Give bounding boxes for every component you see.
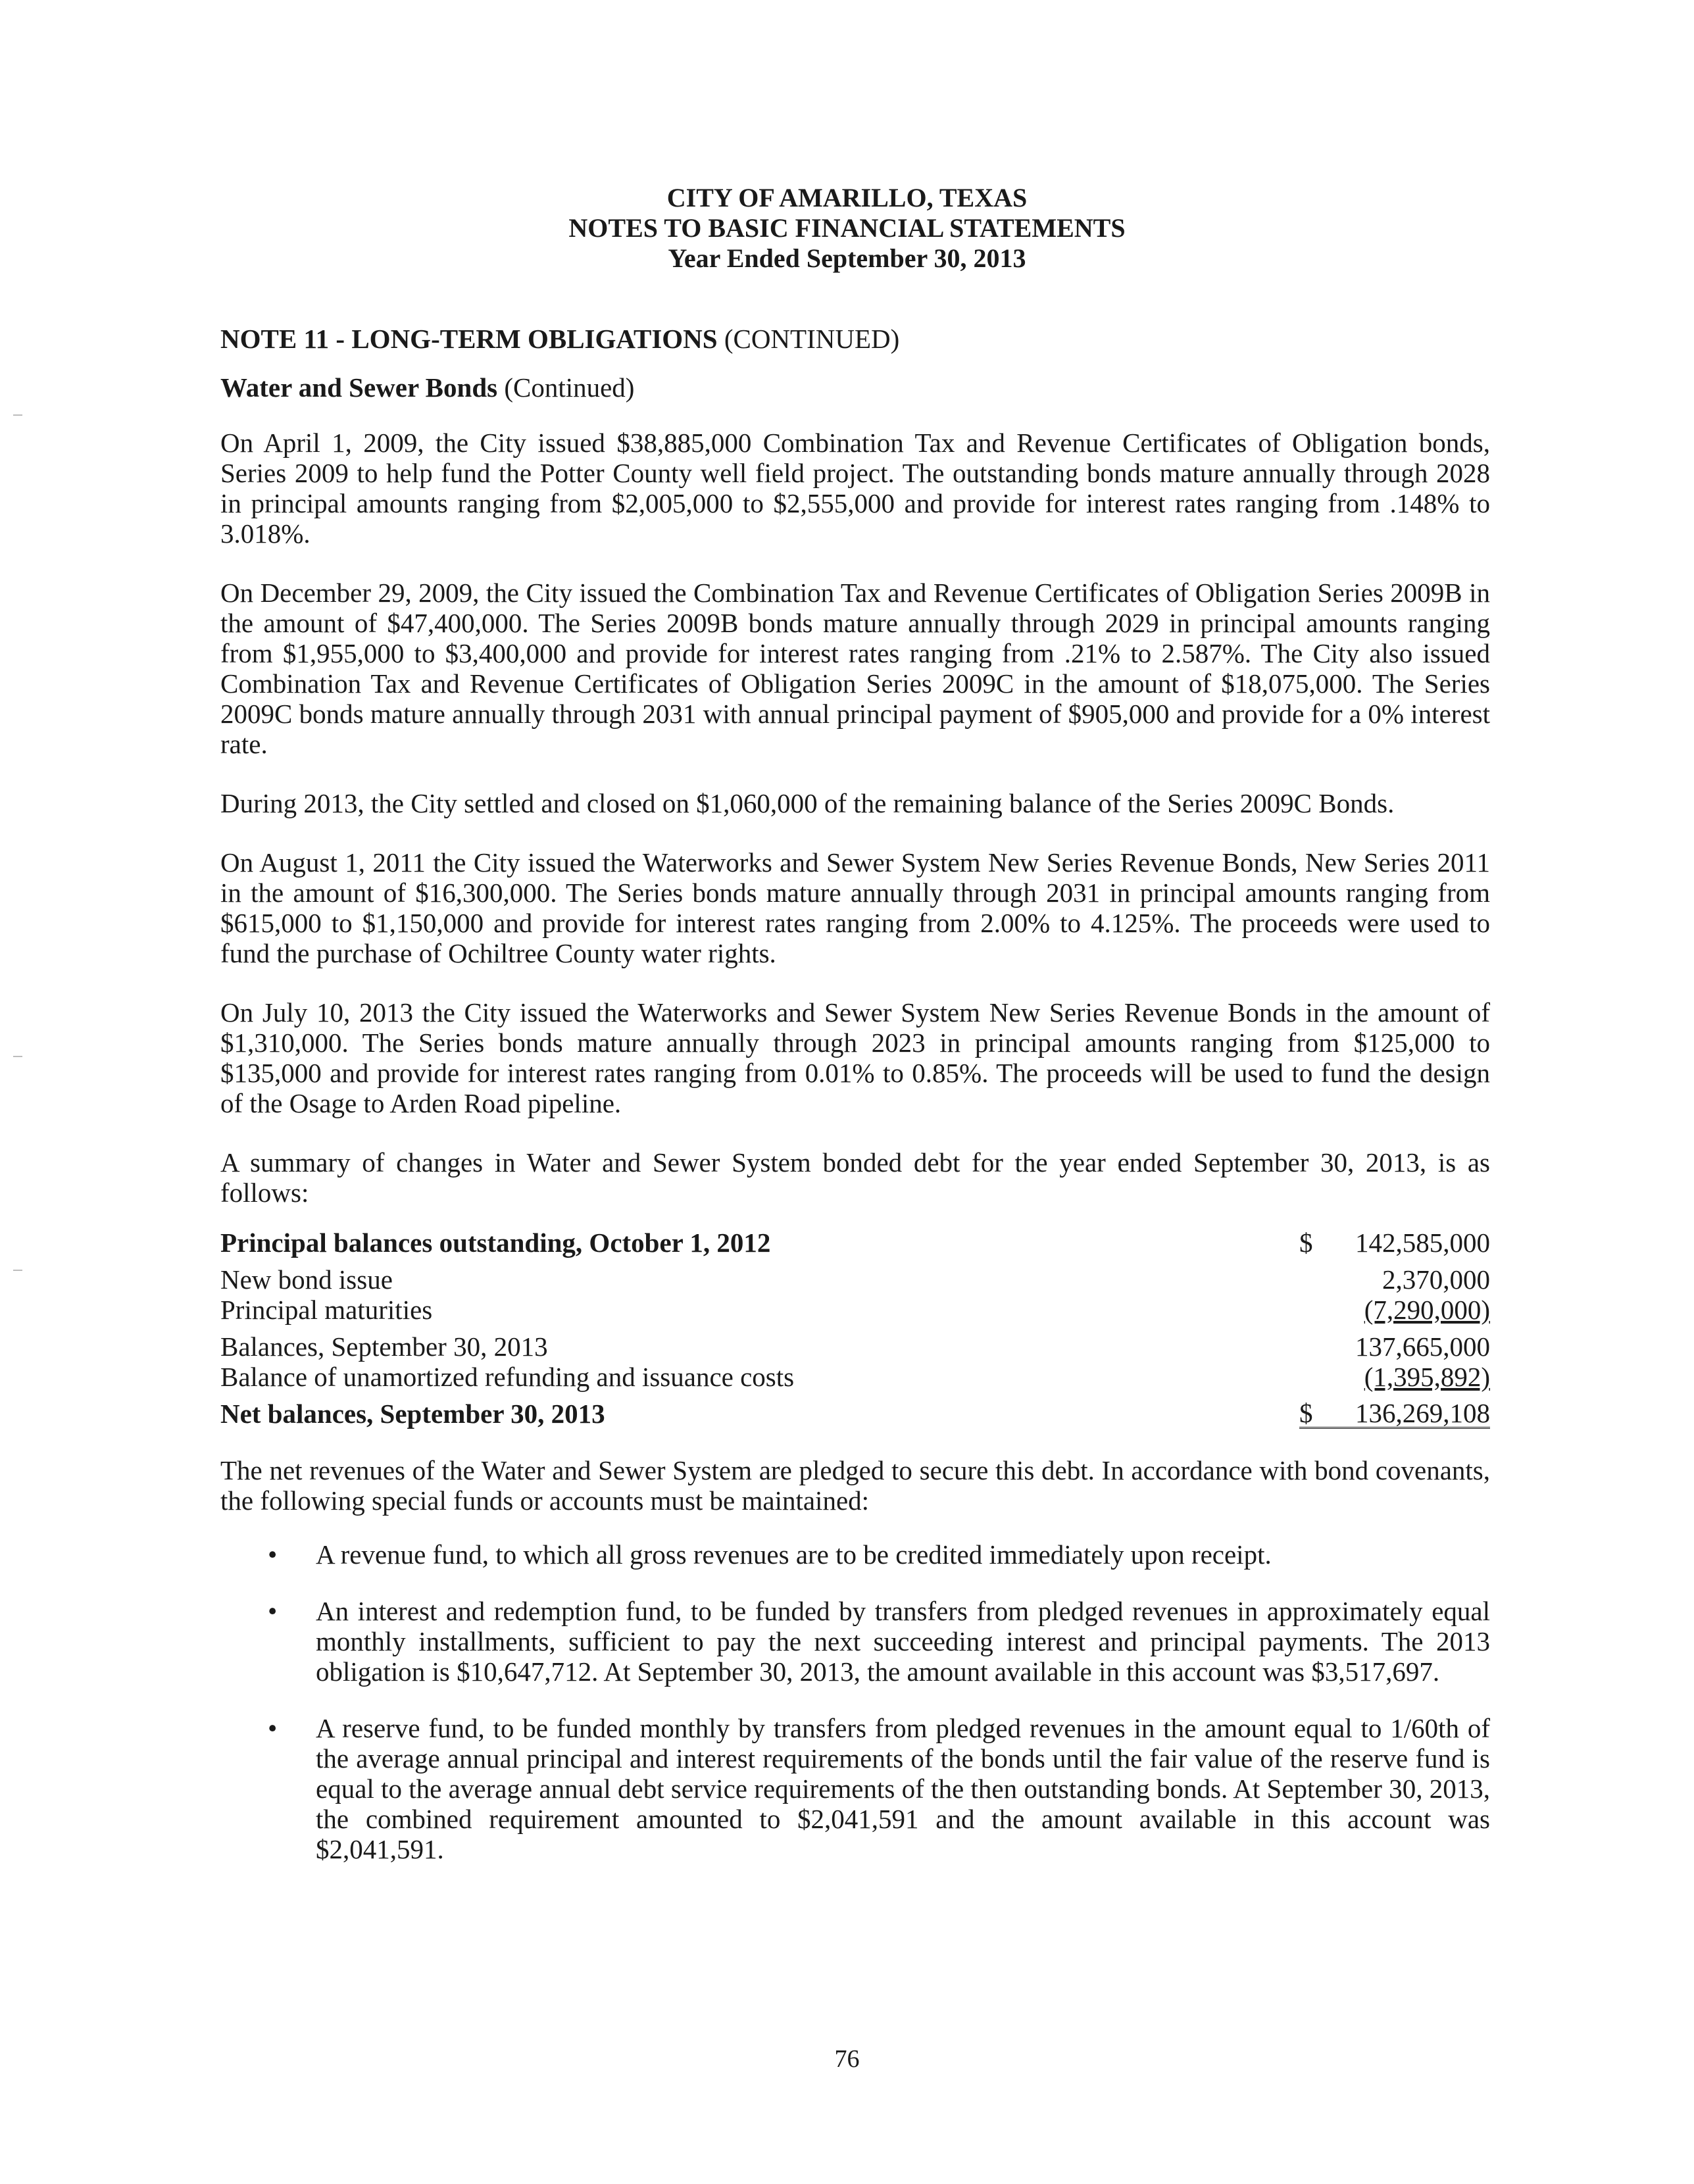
list-item-revenue-fund <box>220 1539 1490 1570</box>
scan-margin-mark <box>13 1056 22 1057</box>
scan-margin-mark <box>13 1270 22 1271</box>
subheading-title: Water and Sewer Bonds <box>220 372 498 403</box>
currency-symbol: $ <box>1299 1228 1313 1258</box>
summary-value <box>1299 1228 1490 1258</box>
summary-value: 137,665,000 <box>1355 1331 1490 1362</box>
list-item-text: A revenue fund, to which all gross revenues are to be credited immediately upon receipt. <box>316 1539 1272 1570</box>
document-body <box>220 324 1490 1891</box>
summary-label: Principal balances outstanding, October 1, 2012 <box>220 1228 771 1258</box>
list-item-interest-redemption-fund <box>220 1596 1490 1687</box>
summary-label: Net balances, September 30, 2013 <box>220 1399 605 1429</box>
subheading-suffix: (Continued) <box>497 372 635 403</box>
paragraph-series-2009: On April 1, 2009, the City issued $38,885,000 Combination Tax and Revenue Certificates of Obligation bonds, Series 2009 to help fund the Potter County well field project. The outstanding bonds mature annually through 2028 in principal amounts ranging from $2,005,000 to $2,555,000 and provide for interest rates ranging from .148% to 3.018%. <box>220 428 1490 549</box>
summary-row-opening-balance <box>220 1228 1490 1258</box>
summary-label: Balance of unamortized refunding and issuance costs <box>220 1362 795 1392</box>
paragraph-pledged-revenues: The net revenues of the Water and Sewer System are pledged to secure this debt. In accordance with bond covenants, the following special funds or accounts must be maintained: <box>220 1455 1490 1516</box>
currency-symbol: $ <box>1299 1398 1313 1428</box>
summary-value: 2,370,000 <box>1382 1264 1490 1295</box>
bullet-icon: • <box>268 1539 278 1570</box>
note-heading <box>220 324 1490 354</box>
section-subheading <box>220 372 1490 403</box>
summary-value <box>1299 1399 1490 1429</box>
bullet-icon: • <box>268 1713 278 1743</box>
summary-row-net-balance <box>220 1399 1490 1429</box>
summary-label: New bond issue <box>220 1264 393 1295</box>
header-entity-name: CITY OF AMARILLO, TEXAS <box>666 183 1028 212</box>
note-heading-title: NOTE 11 - LONG-TERM OBLIGATIONS <box>220 324 718 354</box>
amount: 142,585,000 <box>1355 1228 1490 1258</box>
list-item-reserve-fund <box>220 1713 1490 1864</box>
bonded-debt-summary-table <box>220 1228 1490 1429</box>
list-item-text: A reserve fund, to be funded monthly by transfers from pledged revenues in the amount equal to 1/60th of the average annual principal and interest requirements of the bonds until the fair value of the reserve fund is equal to the average annual debt service requirements of the then outstanding bonds. At September 30, 2013, the combined requirement amounted to $2,041,591 and the amount available in this account was $2,041,591. <box>316 1713 1490 1864</box>
paragraph-2009c-settlement: During 2013, the City settled and closed on $1,060,000 of the remaining balance of the Series 2009C Bonds. <box>220 788 1395 818</box>
bullet-icon: • <box>268 1596 278 1626</box>
list-item-text: An interest and redemption fund, to be funded by transfers from pledged revenues in approximately equal monthly installments, sufficient to pay the next succeeding interest and principal payments. The 2013 obligation is $10,647,712. At September 30, 2013, the amount available in this account was $3,517,697. <box>316 1596 1490 1687</box>
paragraph-series-2013: On July 10, 2013 the City issued the Waterworks and Sewer System New Series Revenue Bonds in the amount of $1,310,000. The Series bonds mature annually through 2023 in principal amounts ranging from $125,000 to $135,000 and provide for interest rates ranging from 0.01% to 0.85%. The proceeds will be used to fund the design of the Osage to Arden Road pipeline. <box>220 997 1490 1118</box>
paragraph-summary-intro: A summary of changes in Water and Sewer System bonded debt for the year ended September 30, 2013, is as follows: <box>220 1147 1490 1208</box>
paragraph-series-2009b-2009c: On December 29, 2009, the City issued the Combination Tax and Revenue Certificates of Obligation Series 2009B in the amount of $47,400,000. The Series 2009B bonds mature annually through 2029 in principal amounts ranging from $1,955,000 to $3,400,000 and provide for interest rates ranging from .21% to 2.587%. The City also issued Combination Tax and Revenue Certificates of Obligation Series 2009C in the amount of $18,075,000. The Series 2009C bonds mature annually through 2031 with annual principal payment of $905,000 and provide for a 0% interest rate. <box>220 578 1490 759</box>
summary-row-unamortized-costs <box>220 1362 1490 1392</box>
summary-row-ending-balance <box>220 1331 1490 1362</box>
note-heading-suffix: (CONTINUED) <box>717 324 900 354</box>
summary-value: (1,395,892) <box>1364 1362 1490 1392</box>
summary-value: (7,290,000) <box>1364 1295 1490 1325</box>
summary-label: Principal maturities <box>220 1295 433 1325</box>
page-number: 76 <box>834 2045 860 2073</box>
document-header <box>0 183 1694 274</box>
summary-label: Balances, September 30, 2013 <box>220 1331 548 1362</box>
summary-row-new-bond-issue <box>220 1264 1490 1295</box>
summary-row-principal-maturities <box>220 1295 1490 1325</box>
header-document-title: NOTES TO BASIC FINANCIAL STATEMENTS <box>568 213 1126 243</box>
scan-margin-mark <box>13 414 22 416</box>
header-period: Year Ended September 30, 2013 <box>668 243 1026 273</box>
paragraph-series-2011: On August 1, 2011 the City issued the Waterworks and Sewer System New Series Revenue Bonds, New Series 2011 in the amount of $16,300,000. The Series bonds mature annually through 2031 in principal amounts ranging from $615,000 to $1,150,000 and provide for interest rates ranging from 2.00% to 4.125%. The proceeds were used to fund the purchase of Ochiltree County water rights. <box>220 847 1490 968</box>
special-funds-list <box>220 1539 1490 1864</box>
amount: 136,269,108 <box>1355 1398 1490 1428</box>
